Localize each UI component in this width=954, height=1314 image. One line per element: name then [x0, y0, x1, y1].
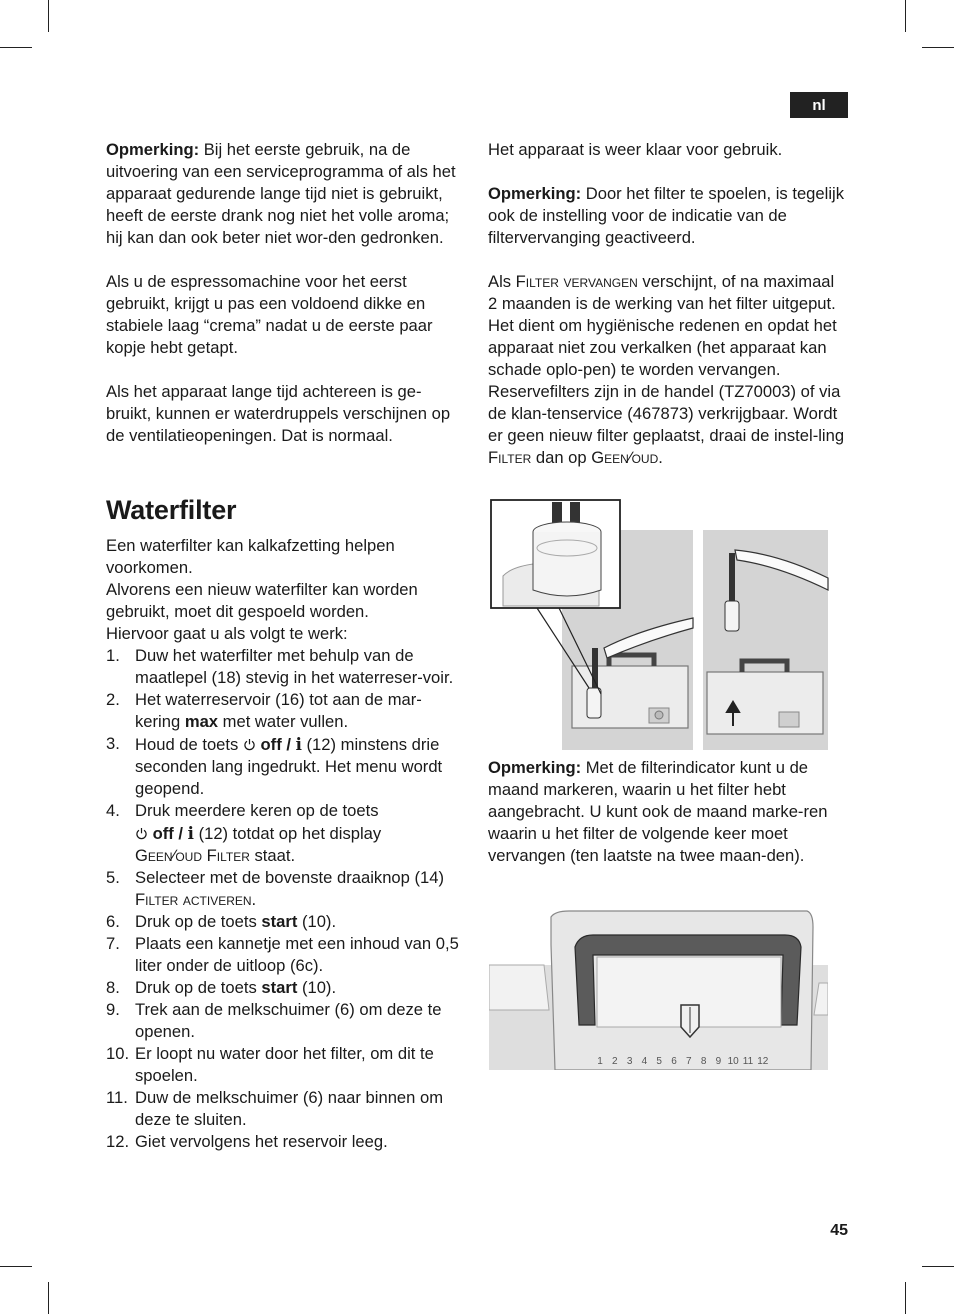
- water-tank: [707, 672, 823, 734]
- power-symbol-icon: [135, 827, 148, 840]
- note-paragraph: Opmerking: Bij het eerste gebruik, na de uitvoering van een serviceprogramma of als het apparaat gedurende lange tijd niet is gebruikt, heeft de eerste drank nog niet het volle aroma; hij kan dan ook beter niet wor-den gedronken.: [106, 140, 456, 247]
- month-label: 10: [727, 1056, 739, 1067]
- filter-insertion-illustration: [489, 498, 829, 752]
- month-label: 1: [597, 1056, 603, 1067]
- month-label: 4: [641, 1056, 648, 1067]
- paragraph: Als Filter vervangen verschijnt, of na maximaal 2 maanden is de werking van het filter uitgeput. Het dient om hygiënische redenen en opdat het apparaat niet zou verkalken (het apparaat kan schade oplo-pen) te worden vervangen. Reservefilters zijn in de handel (TZ70003) of via de klan-tenservice (467873) verkrijgbaar. Wordt er geen nieuw filter geplaatst, draai de instel-ling Filter dan op Geen∕oud.: [488, 272, 845, 467]
- list-item: 1. Duw het waterfilter met behulp van de maatlepel (18) stevig in het waterreser-voir.: [106, 646, 454, 687]
- left-column: [106, 139, 466, 1153]
- section-heading: Waterfilter: [106, 495, 237, 525]
- language-tab: nl: [790, 92, 848, 118]
- crop-mark: [905, 0, 906, 32]
- note-paragraph: Opmerking: Door het filter te spoelen, is tegelijk ook de instelling voor de indicatie van de filtervervanging geactiveerd.: [488, 184, 844, 247]
- note-paragraph: Opmerking: Met de filterindicator kunt u de maand markeren, waarin u het filter hebt aangebracht. U kunt ook de maand marke-ren waarin u het filter de volgende keer moet vervangen (ten laatste na twee maan-den).: [488, 758, 828, 865]
- crop-mark: [905, 1282, 906, 1314]
- month-label: 7: [686, 1056, 692, 1067]
- month-label: 8: [700, 1056, 707, 1067]
- intro-text: Een waterfilter kan kalkafzetting helpen voorkomen.: [106, 536, 395, 577]
- right-column: [488, 139, 846, 469]
- month-label: 9: [715, 1056, 722, 1067]
- month-label: 3: [626, 1056, 633, 1067]
- crop-mark: [48, 0, 49, 32]
- right-note: [488, 757, 846, 867]
- crop-mark: [48, 1282, 49, 1314]
- list-item: 9. Trek aan de melkschuimer (6) om deze te openen.: [106, 1000, 442, 1041]
- month-label: 12: [757, 1056, 769, 1067]
- list-item: 12. Giet vervolgens het reservoir leeg.: [106, 1132, 388, 1151]
- crop-mark: [0, 1266, 32, 1267]
- month-label: 11: [742, 1056, 754, 1067]
- water-filter: [725, 601, 739, 631]
- water-filter: [587, 688, 601, 718]
- list-item: 11. Duw de melkschuimer (6) naar binnen om deze te sluiten.: [106, 1088, 444, 1129]
- intro-text: Hiervoor gaat u als volgt te werk:: [106, 624, 348, 643]
- list-item: 6. Druk op de toets start (10).: [106, 912, 337, 931]
- crop-mark: [0, 47, 32, 48]
- list-item: 7. Plaats een kannetje met een inhoud van 0,5 liter onder de uitloop (6c).: [106, 934, 459, 975]
- power-symbol-icon: [243, 738, 256, 751]
- paragraph: Als u de espressomachine voor het eerst gebruikt, krijgt u pas een voldoend dikke en stabiele laag “crema” nadat u de eerste paar kopje hebt getapt.: [106, 272, 433, 357]
- list-item: 8. Druk op de toets start (10).: [106, 978, 337, 997]
- month-label: 5: [656, 1056, 662, 1067]
- list-item: 10. Er loopt nu water door het filter, om dit te spoelen.: [106, 1044, 434, 1085]
- crop-mark: [922, 47, 954, 48]
- page-number: 45: [830, 1222, 848, 1239]
- intro-text: Alvorens een nieuw waterfilter kan worden gebruikt, moet dit gespoeld worden.: [106, 580, 418, 621]
- list-item: 2. Het waterreservoir (16) tot aan de mar-kering max met water vullen.: [106, 690, 422, 731]
- month-label: 2: [612, 1056, 618, 1067]
- paragraph: Het apparaat is weer klaar voor gebruik.: [488, 140, 783, 159]
- list-item: 5. Selecteer met de bovenste draaiknop (14) Filter activeren.: [106, 868, 445, 909]
- steps-list: [106, 645, 466, 1153]
- list-item: 3. Houd de toets off / i (12) minstens drie seconden lang ingedrukt. Het menu wordt geopend.: [106, 734, 443, 798]
- crop-mark: [922, 1266, 954, 1267]
- month-label: 6: [671, 1056, 677, 1067]
- paragraph: Als het apparaat lange tijd achtereen is ge-bruikt, kunnen er waterdruppels verschijnen op de ventilatieopeningen. Dat is normaal.: [106, 382, 451, 445]
- filter-indicator-illustration: [489, 905, 828, 1070]
- list-item: 4. Druk meerdere keren op de toets off / i (12) totdat op het display Geen∕oud Filter staat.: [106, 801, 382, 865]
